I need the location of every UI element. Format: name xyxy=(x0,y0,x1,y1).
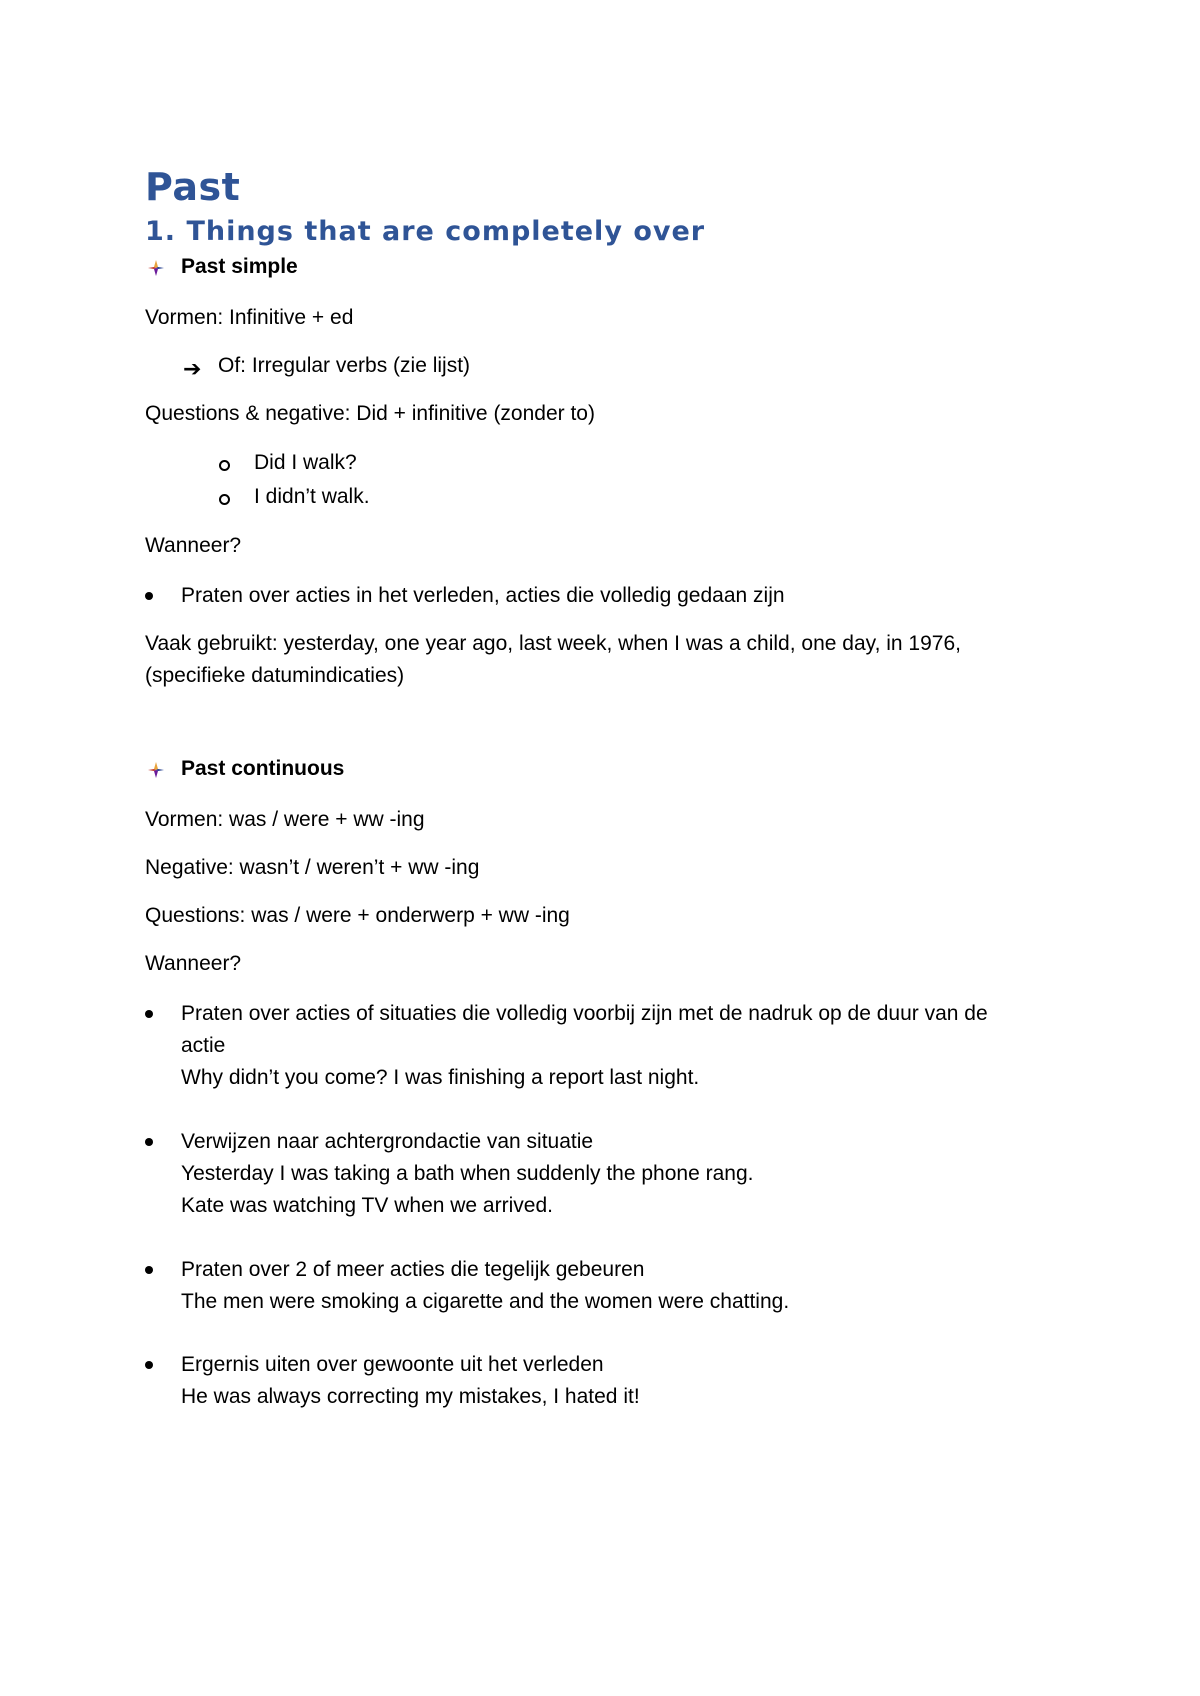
bullet-circle-icon xyxy=(219,460,230,471)
bullet-example: He was always correcting my mistakes, I hated it! xyxy=(181,1385,640,1408)
bullet-example: Kate was watching TV when we arrived. xyxy=(181,1194,553,1217)
often-used-line-2: (specifieke datumindicaties) xyxy=(145,664,405,687)
right-arrow-icon: ➔ xyxy=(183,356,202,381)
when-label: Wanneer? xyxy=(145,534,242,557)
bullet-text: Praten over acties of situaties die volledig voorbij zijn met de nadruk op de duur van de xyxy=(181,1002,988,1025)
irregular-verbs-note: Of: Irregular verbs (zie lijst) xyxy=(218,354,471,377)
bullet-dot-icon xyxy=(145,1010,153,1018)
bullet-text: Praten over 2 of meer acties die tegelijk gebeuren xyxy=(181,1258,645,1281)
bullet-circle-icon xyxy=(219,494,230,505)
bullet-dot-icon xyxy=(145,1138,153,1146)
when-label: Wanneer? xyxy=(145,952,242,975)
past-simple-usage: Praten over acties in het verleden, acties die volledig gedaan zijn xyxy=(181,584,785,607)
bullet-dot-icon xyxy=(145,1361,153,1369)
past-continuous-negative: Negative: wasn’t / weren’t + ww -ing xyxy=(145,856,480,879)
bullet-example: The men were smoking a cigarette and the women were chatting. xyxy=(181,1290,790,1313)
four-point-star-icon xyxy=(146,258,166,278)
often-used-line-1: Vaak gebruikt: yesterday, one year ago, last week, when I was a child, one day, in 1976, xyxy=(145,632,961,655)
bullet-text: actie xyxy=(181,1034,226,1057)
example-negative: I didn’t walk. xyxy=(254,485,370,508)
past-continuous-questions: Questions: was / were + onderwerp + ww -ing xyxy=(145,904,570,927)
past-continuous-form: Vormen: was / were + ww -ing xyxy=(145,808,425,831)
four-point-star-icon xyxy=(146,760,166,780)
past-simple-form: Vormen: Infinitive + ed xyxy=(145,306,354,329)
bullet-example: Why didn’t you come? I was finishing a report last night. xyxy=(181,1066,700,1089)
subheading-past-simple: Past simple xyxy=(181,255,298,278)
questions-negative-rule: Questions & negative: Did + infinitive (zonder to) xyxy=(145,402,595,425)
bullet-text: Verwijzen naar achtergrondactie van situatie xyxy=(181,1130,594,1153)
bullet-dot-icon xyxy=(145,592,153,600)
document-title: Past xyxy=(145,165,241,209)
bullet-example: Yesterday I was taking a bath when suddenly the phone rang. xyxy=(181,1162,754,1185)
subheading-past-continuous: Past continuous xyxy=(181,757,345,780)
example-question: Did I walk? xyxy=(254,451,357,474)
section-heading: 1. Things that are completely over xyxy=(145,216,706,247)
bullet-dot-icon xyxy=(145,1266,153,1274)
bullet-text: Ergernis uiten over gewoonte uit het verleden xyxy=(181,1353,604,1376)
